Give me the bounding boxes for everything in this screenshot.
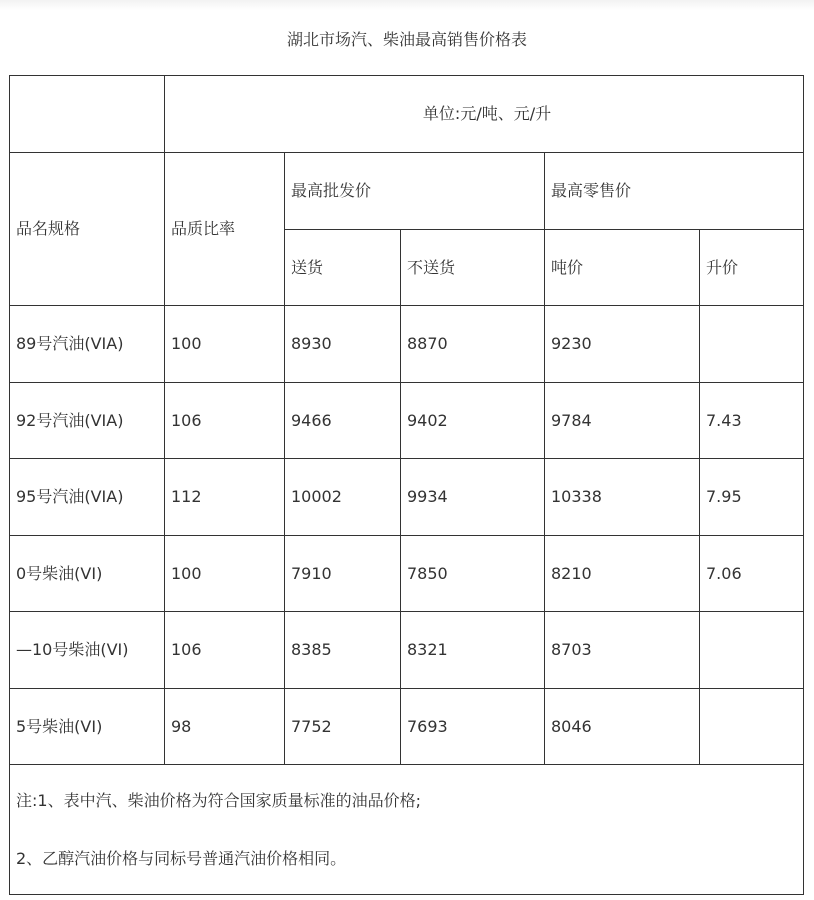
no-delivery-price: 8870 — [401, 306, 545, 383]
ton-price: 10338 — [545, 459, 700, 536]
table-row — [10, 459, 804, 536]
product-name: 89号汽油(VIA) — [10, 306, 165, 383]
quality-ratio: 112 — [165, 459, 285, 536]
quality-ratio: 100 — [165, 306, 285, 383]
quality-ratio: 106 — [165, 383, 285, 459]
ton-price: 9784 — [545, 383, 700, 459]
no-delivery-price: 7693 — [401, 689, 545, 765]
header-row-1 — [10, 153, 804, 230]
liter-price: 7.43 — [700, 383, 804, 459]
liter-price: 7.06 — [700, 536, 804, 612]
delivery-price: 7752 — [285, 689, 401, 765]
liter-price — [700, 612, 804, 689]
delivery-price: 7910 — [285, 536, 401, 612]
unit-row — [10, 76, 804, 153]
header-quality-ratio: 品质比率 — [165, 153, 285, 306]
product-name: 5号柴油(VI) — [10, 689, 165, 765]
table-row — [10, 536, 804, 612]
table-row — [10, 689, 804, 765]
ton-price: 8210 — [545, 536, 700, 612]
product-name: 92号汽油(VIA) — [10, 383, 165, 459]
table-row — [10, 383, 804, 459]
ton-price: 8703 — [545, 612, 700, 689]
delivery-price: 9466 — [285, 383, 401, 459]
header-no-delivery: 不送货 — [401, 230, 545, 306]
empty-corner-cell — [10, 76, 165, 153]
liter-price: 7.95 — [700, 459, 804, 536]
product-name: 0号柴油(VI) — [10, 536, 165, 612]
product-name: 95号汽油(VIA) — [10, 459, 165, 536]
no-delivery-price: 8321 — [401, 612, 545, 689]
delivery-price: 8385 — [285, 612, 401, 689]
page-title: 湖北市场汽、柴油最高销售价格表 — [286, 30, 527, 49]
ton-price: 8046 — [545, 689, 700, 765]
no-delivery-price: 9402 — [401, 383, 545, 459]
no-delivery-price: 7850 — [401, 536, 545, 612]
notes-cell — [10, 765, 804, 895]
header-liter-price: 升价 — [700, 230, 804, 306]
top-shadow — [0, 0, 814, 10]
price-table — [9, 75, 804, 895]
note-2: 2、乙醇汽油价格与同标号普通汽油价格相同。 — [16, 848, 347, 868]
delivery-price: 10002 — [285, 459, 401, 536]
quality-ratio: 106 — [165, 612, 285, 689]
header-delivery: 送货 — [285, 230, 401, 306]
quality-ratio: 98 — [165, 689, 285, 765]
ton-price: 9230 — [545, 306, 700, 383]
notes-row — [10, 765, 804, 895]
delivery-price: 8930 — [285, 306, 401, 383]
header-ton-price: 吨价 — [545, 230, 700, 306]
unit-cell: 单位:元/吨、元/升 — [165, 76, 804, 153]
liter-price — [700, 306, 804, 383]
table-row — [10, 612, 804, 689]
header-max-retail: 最高零售价 — [545, 153, 804, 230]
header-max-wholesale: 最高批发价 — [285, 153, 545, 230]
product-name: —10号柴油(VI) — [10, 612, 165, 689]
table-row — [10, 306, 804, 383]
quality-ratio: 100 — [165, 536, 285, 612]
no-delivery-price: 9934 — [401, 459, 545, 536]
note-1: 注:1、表中汽、柴油价格为符合国家质量标准的油品价格; — [16, 790, 421, 810]
liter-price — [700, 689, 804, 765]
header-product: 品名规格 — [10, 153, 165, 306]
